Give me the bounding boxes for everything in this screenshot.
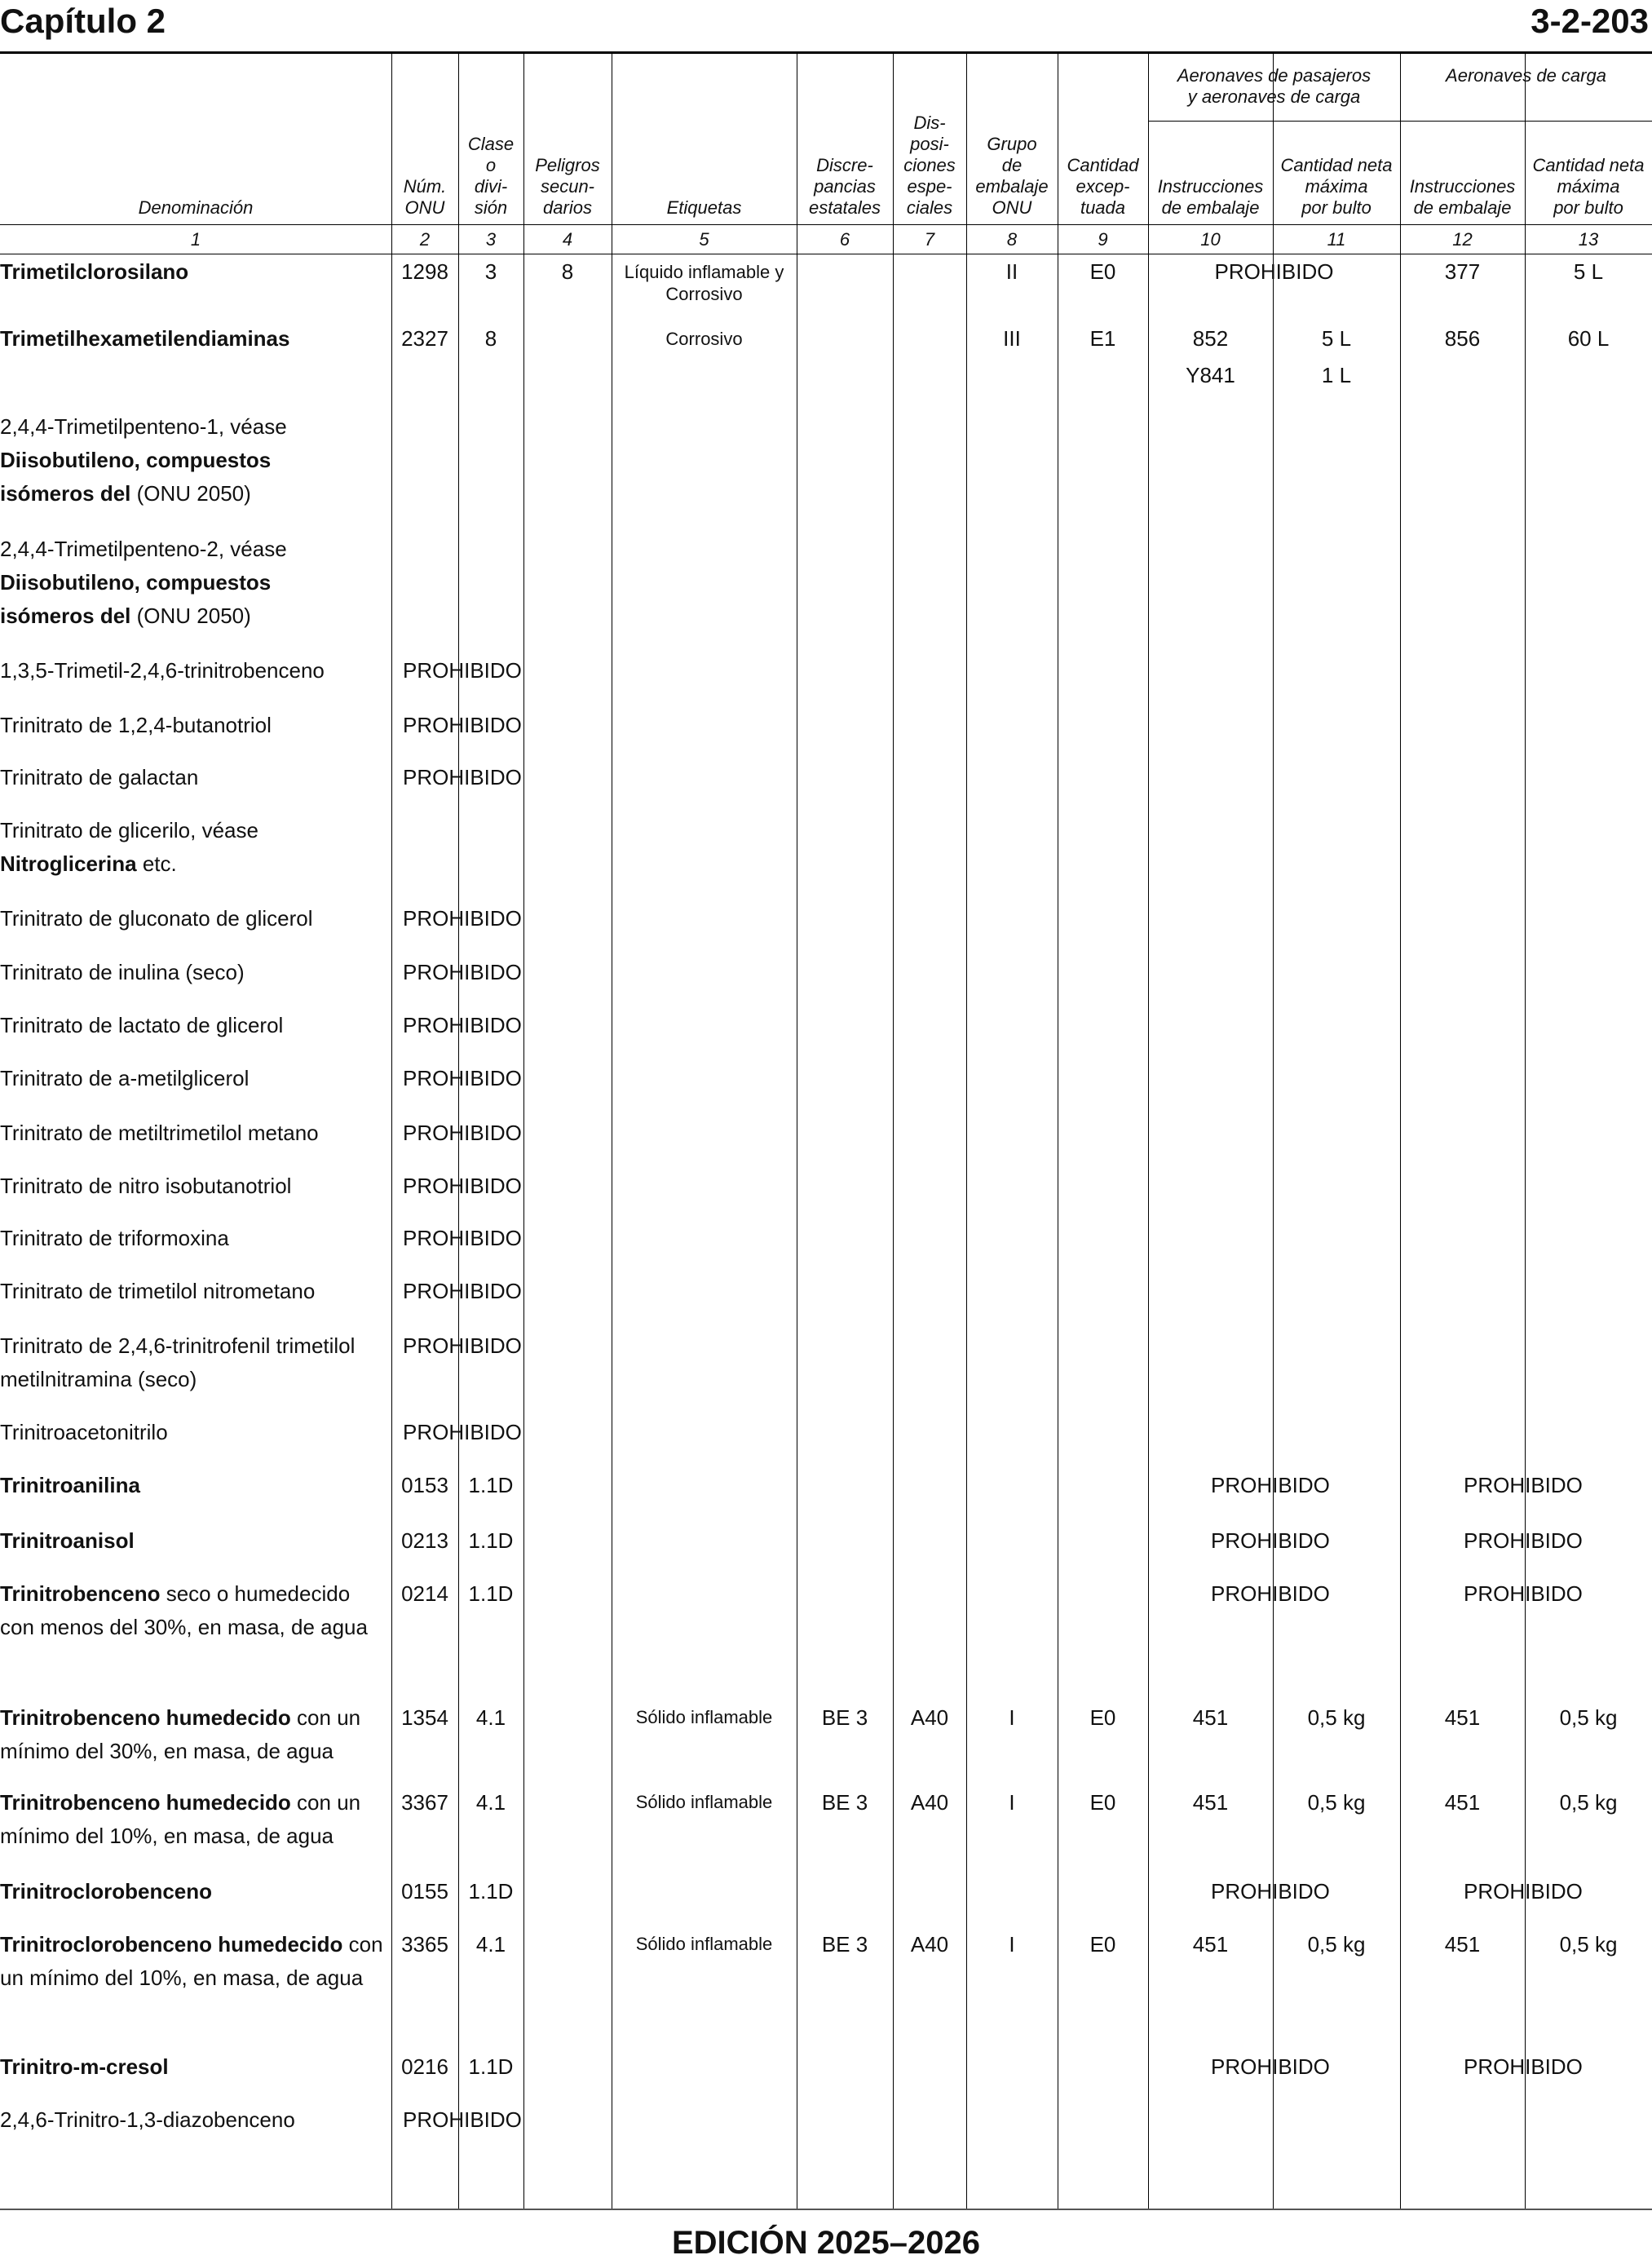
cao-packing-instruction: 451	[1444, 1705, 1481, 1730]
prohibited-text: PROHIBIDO	[403, 1279, 522, 1303]
col-number: 11	[1327, 229, 1346, 250]
column-divider	[966, 54, 967, 2209]
special-provision: A40	[910, 1705, 949, 1730]
pax-prohibited: PROHIBIDO	[1211, 2054, 1330, 2079]
table-row-name: Trinitrato de nitro isobutanotriol	[0, 1174, 292, 1198]
col-header-labels: Etiquetas	[666, 197, 742, 218]
hazard-label: Sólido inflamable	[635, 1792, 773, 1812]
hazard-class: 8	[484, 326, 497, 351]
cao-prohibited: PROHIBIDO	[1464, 1528, 1583, 1553]
prohibited-text: PROHIBIDO	[403, 1333, 522, 1358]
col-number: 6	[839, 229, 850, 250]
prohibited-text: PROHIBIDO	[403, 765, 522, 789]
pax-max-quantity: 5 L	[1321, 326, 1352, 351]
table-row-name: Trinitrato de glicerilo, véase Nitroglicerina etc.	[0, 818, 258, 876]
col-number: 2	[419, 229, 431, 250]
table-row-name: Trinitrobenceno humedecido con un mínimo del 10%, en masa, de agua	[0, 1790, 361, 1848]
prohibited-text: PROHIBIDO	[403, 1121, 522, 1145]
un-number: 0216	[401, 2054, 448, 2079]
cao-packing-instruction: 377	[1444, 259, 1481, 284]
excepted-quantity: E0	[1089, 259, 1116, 284]
table-row-name: Trimetilhexametilendiaminas	[0, 326, 290, 351]
pax-prohibited: PROHIBIDO	[1211, 1581, 1330, 1606]
prohibited-text: PROHIBIDO	[403, 906, 522, 931]
table-row-name: Trinitrato de trimetilol nitrometano	[0, 1279, 316, 1303]
hazard-class: 1.1D	[468, 1528, 514, 1553]
hazard-class: 4.1	[475, 1932, 506, 1957]
prohibited-text: PROHIBIDO	[403, 658, 522, 683]
table-row-name: Trinitrato de triformoxina	[0, 1226, 229, 1250]
un-number: 2327	[401, 326, 448, 351]
pax-max-quantity: 0,5 kg	[1307, 1932, 1366, 1957]
col-header-packing-group: Grupo de embalaje ONU	[975, 134, 1049, 218]
hazard-label: Sólido inflamable	[635, 1707, 773, 1727]
col-header-un: Núm. ONU	[403, 176, 447, 218]
un-number: 0214	[401, 1581, 448, 1606]
prohibited-text: PROHIBIDO	[403, 960, 522, 984]
prohibited-text: PROHIBIDO	[403, 1174, 522, 1198]
cao-packing-instruction: 451	[1444, 1932, 1481, 1957]
pax-packing-instruction: 451	[1192, 1705, 1229, 1730]
table-row-name: 2,4,4-Trimetilpenteno-2, véase Diisobutileno, compuestos isómeros del (ONU 2050)	[0, 537, 287, 628]
hazard-class: 3	[484, 259, 497, 284]
un-number: 0213	[401, 1528, 448, 1553]
table-row-name: Trinitrato de 2,4,6-trinitrofenil trimetilol metilnitramina (seco)	[0, 1333, 356, 1391]
packing-group: I	[1009, 1705, 1015, 1730]
table-row-name: Trinitroclorobenceno	[0, 1879, 213, 1904]
header-bottom-rule	[0, 224, 1652, 225]
cao-max-quantity: 0,5 kg	[1559, 1705, 1618, 1730]
un-number: 0153	[401, 1473, 448, 1497]
cao-prohibited: PROHIBIDO	[1464, 2054, 1583, 2079]
prohibited-text: PROHIBIDO	[403, 1066, 522, 1090]
col-header-cao-max-qty: Cantidad neta máxima por bulto	[1532, 155, 1645, 218]
col-number: 10	[1200, 229, 1221, 250]
group-header-cargo: Aeronaves de carga	[1446, 65, 1606, 86]
page-number: 3-2-203	[1531, 2, 1649, 40]
col-number: 1	[190, 229, 201, 250]
pax-packing-instruction: 451	[1192, 1932, 1229, 1957]
packing-group: II	[1005, 259, 1018, 284]
state-variation: BE 3	[821, 1705, 868, 1730]
cao-packing-instruction: 451	[1444, 1790, 1481, 1815]
cao-packing-instruction: 856	[1444, 326, 1481, 351]
pax-prohibited: PROHIBIDO	[1211, 1879, 1330, 1904]
packing-group: I	[1009, 1790, 1015, 1815]
table-row-name: Trinitrato de a-metilglicerol	[0, 1066, 250, 1090]
table-row-name: 1,3,5-Trimetil-2,4,6-trinitrobenceno	[0, 658, 325, 683]
hazard-class: 4.1	[475, 1790, 506, 1815]
cao-prohibited: PROHIBIDO	[1464, 1581, 1583, 1606]
table-row-name: Trinitroacetonitrilo	[0, 1420, 168, 1444]
col-header-pax-instructions: Instrucciones de embalaje	[1157, 176, 1264, 218]
cao-max-quantity: 0,5 kg	[1559, 1932, 1618, 1957]
table-row-name: Trinitrato de galactan	[0, 765, 199, 789]
col-header-cao-instructions: Instrucciones de embalaje	[1409, 176, 1516, 218]
excepted-quantity: E0	[1089, 1932, 1116, 1957]
hazard-class: 1.1D	[468, 1473, 514, 1497]
hazard-class: 1.1D	[468, 1879, 514, 1904]
prohibited-text: PROHIBIDO	[403, 713, 522, 737]
footer-rule	[0, 2209, 1652, 2210]
excepted-quantity: E0	[1089, 1705, 1116, 1730]
hazard-class: 1.1D	[468, 1581, 514, 1606]
group-header-rule	[1148, 121, 1652, 122]
hazard-label: Sólido inflamable	[635, 1934, 773, 1954]
table-row-name: Trinitrato de metiltrimetilol metano	[0, 1121, 319, 1145]
subsidiary-hazard: 8	[561, 259, 574, 284]
col-number: 9	[1098, 229, 1108, 250]
column-divider	[893, 54, 894, 2209]
pax-max-quantity: 0,5 kg	[1307, 1790, 1366, 1815]
col-number: 4	[562, 229, 573, 250]
col-number: 12	[1452, 229, 1473, 250]
col-header-excepted-qty: Cantidad excep- tuada	[1067, 155, 1139, 218]
col-header-special-provisions: Dis- posi- ciones espe- ciales	[903, 113, 956, 218]
pax-max-quantity: 0,5 kg	[1307, 1705, 1366, 1730]
hazard-class: 4.1	[475, 1705, 506, 1730]
col-header-pax-max-qty: Cantidad neta máxima por bulto	[1280, 155, 1393, 218]
packing-group: I	[1009, 1932, 1015, 1957]
table-row-name: Trinitrobenceno seco o humedecido con menos del 30%, en masa, de agua	[0, 1581, 368, 1639]
col-header-name: Denominación	[138, 197, 254, 218]
table-row-name: Trinitrato de gluconato de glicerol	[0, 906, 313, 931]
un-number: 1298	[401, 259, 448, 284]
cao-max-quantity: 5 L	[1573, 259, 1604, 284]
hazard-class: 1.1D	[468, 2054, 514, 2079]
chapter-title: Capítulo 2	[0, 2, 166, 40]
state-variation: BE 3	[821, 1932, 868, 1957]
cao-prohibited: PROHIBIDO	[1464, 1879, 1583, 1904]
table-row-name: 2,4,4-Trimetilpenteno-1, véase Diisobutileno, compuestos isómeros del (ONU 2050)	[0, 414, 287, 506]
prohibited-text: PROHIBIDO	[403, 1013, 522, 1037]
un-number: 1354	[401, 1705, 448, 1730]
hazard-label: Líquido inflamable y Corrosivo	[624, 262, 784, 304]
pax-prohibited: PROHIBIDO	[1211, 1473, 1330, 1497]
hazard-label: Corrosivo	[665, 329, 743, 349]
column-divider	[1400, 54, 1401, 2209]
table-row-name: Trinitrato de inulina (seco)	[0, 960, 245, 984]
col-number: 3	[485, 229, 497, 250]
col-header-class: Clase o divi- sión	[467, 134, 515, 218]
edition-footer: EDICIÓN 2025–2026	[671, 2225, 980, 2261]
group-header-passenger: Aeronaves de pasajeros y aeronaves de carga	[1177, 65, 1372, 107]
special-provision: A40	[910, 1790, 949, 1815]
excepted-quantity: E1	[1089, 326, 1116, 351]
pax-prohibited: PROHIBIDO	[1214, 259, 1334, 284]
table-row-name: Trinitro-m-cresol	[0, 2054, 169, 2079]
table-row-name: 2,4,6-Trinitro-1,3-diazobenceno	[0, 2107, 295, 2132]
table-row-name: Trimetilclorosilano	[0, 259, 189, 284]
un-number: 3365	[401, 1932, 448, 1957]
excepted-quantity: E0	[1089, 1790, 1116, 1815]
un-number: 3367	[401, 1790, 448, 1815]
table-row-name: Trinitroclorobenceno humedecido con un mínimo del 10%, en masa, de agua	[0, 1932, 383, 1990]
cao-prohibited: PROHIBIDO	[1464, 1473, 1583, 1497]
col-header-subsidiary: Peligros secun- darios	[535, 155, 600, 218]
col-number: 8	[1006, 229, 1018, 250]
packing-group: III	[1003, 326, 1021, 351]
un-number: 0155	[401, 1879, 448, 1904]
pax-prohibited: PROHIBIDO	[1211, 1528, 1330, 1553]
table-row-name: Trinitroanisol	[0, 1528, 135, 1553]
state-variation: BE 3	[821, 1790, 868, 1815]
cao-max-quantity: 60 L	[1567, 326, 1610, 351]
col-number: 7	[924, 229, 935, 250]
column-divider	[523, 54, 524, 2209]
prohibited-text: PROHIBIDO	[403, 1420, 522, 1444]
pax-ltd-packing-instruction: Y841	[1186, 363, 1235, 387]
prohibited-text: PROHIBIDO	[403, 2107, 522, 2132]
pax-packing-instruction: 451	[1192, 1790, 1229, 1815]
prohibited-text: PROHIBIDO	[403, 1226, 522, 1250]
table-row-name: Trinitrobenceno humedecido con un mínimo del 30%, en masa, de agua	[0, 1705, 361, 1763]
table-row-name: Trinitrato de lactato de glicerol	[0, 1013, 284, 1037]
col-number: 13	[1578, 229, 1599, 250]
table-row-name: Trinitrato de 1,2,4-butanotriol	[0, 713, 272, 737]
pax-packing-instruction: 852	[1192, 326, 1229, 351]
col-header-variations: Discre- pancias estatales	[808, 155, 881, 218]
special-provision: A40	[910, 1932, 949, 1957]
header-rule	[0, 51, 1652, 54]
cao-max-quantity: 0,5 kg	[1559, 1790, 1618, 1815]
table-row-name: Trinitroanilina	[0, 1473, 140, 1497]
col-number: 5	[699, 229, 709, 250]
pax-ltd-max-quantity: 1 L	[1321, 363, 1352, 387]
